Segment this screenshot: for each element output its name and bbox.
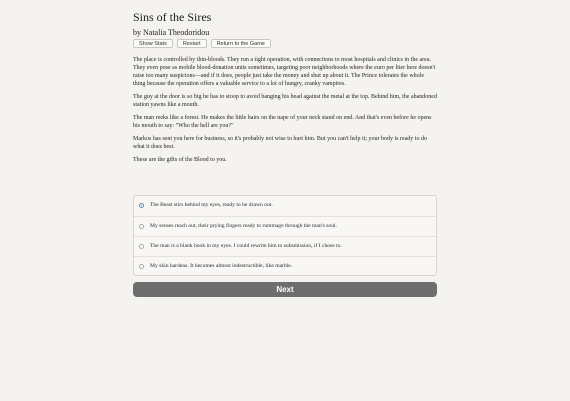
radio-button[interactable] — [139, 264, 144, 269]
next-button[interactable]: Next — [133, 282, 437, 297]
choice-label: The Beast stirs behind my eyes, ready to be drawn out. — [150, 202, 273, 208]
restart-button[interactable]: Restart — [177, 39, 207, 48]
show-stats-button[interactable]: Show Stats — [133, 39, 173, 48]
story-paragraph: The place is controlled by thin-bloods. They run a tight operation, with connections to most hospitals and clinics in the area. They even pose as mobile blood-donation units sometimes, targeting poor neighborhoods where the euro per liter here doesn't raise too many suspicions—and if it does, people just take the money and shut up about it. The Prince tolerates the whole thing because the operation offers a valuable service to a lot of hungry, cranky vampires. — [133, 57, 436, 87]
choice-option[interactable] — [134, 256, 436, 276]
choice-option[interactable] — [134, 236, 436, 256]
game-title: Sins of the Sires — [133, 10, 212, 24]
choice-option[interactable] — [134, 216, 436, 236]
choice-list — [133, 195, 437, 276]
choice-option[interactable] — [134, 196, 436, 215]
choice-label: My skin hardens. It becomes almost indestructible, like marble. — [150, 263, 293, 269]
story-text — [133, 56, 437, 169]
radio-button[interactable] — [139, 244, 144, 249]
radio-button[interactable] — [139, 224, 144, 229]
story-paragraph: The guy at the door is so big he has to stoop to avoid banging his head against the metal at the top. Behind him, the abandoned station yawns like a mouth. — [133, 94, 437, 108]
game-toolbar — [133, 39, 271, 48]
radio-button[interactable] — [139, 203, 144, 208]
author-byline: by Natalia Theodoridou — [133, 28, 210, 37]
return-to-game-button[interactable]: Return to the Game — [211, 39, 271, 48]
story-paragraph: These are the gifts of the Blood to you. — [133, 157, 227, 163]
story-paragraph: Markos has sent you here for business, so it's probably not wise to hurt him. But you can't help it; your body is ready to do what it does best. — [133, 136, 427, 150]
story-paragraph: The man reeks like a forest. He makes the little hairs on the nape of your neck stand on end. And that's even before he opens his mouth to say: "Who the hell are you?" — [133, 115, 432, 129]
choice-label: My senses reach out, their prying fingers ready to rummage through the man's soul. — [150, 223, 337, 229]
choice-label: The man is a blank book in my eyes. I could rewrite him to subsmission, if I chose to. — [150, 243, 342, 249]
